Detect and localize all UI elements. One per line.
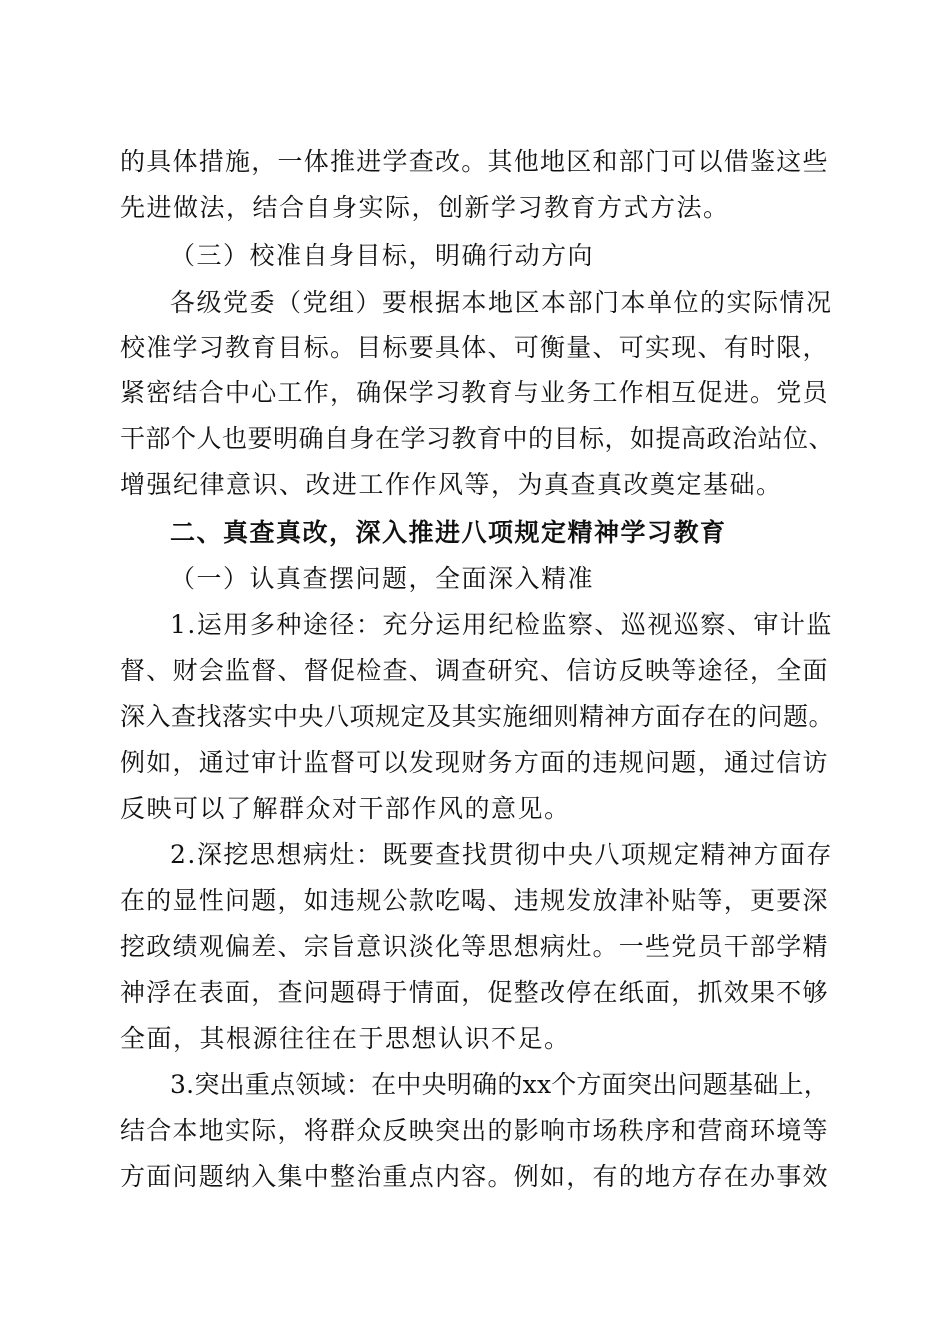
body-text-line: 校准学习教育目标。目标要具体、可衡量、可实现、有时限， bbox=[120, 333, 829, 362]
body-text-line: 深入查找落实中央八项规定及其实施细则精神方面存在的问题。 bbox=[120, 702, 835, 731]
body-text-line: 各级党委（党组）要根据本地区本部门本单位的实际情况 bbox=[170, 288, 833, 317]
body-text-line: 反映可以了解群众对干部作风的意见。 bbox=[120, 794, 571, 823]
body-text-line: 方面问题纳入集中整治重点内容。例如，有的地方存在办事效 bbox=[120, 1162, 829, 1191]
subsection-heading: （三）校准自身目标，明确行动方向 bbox=[170, 241, 595, 270]
body-text-line: 督、财会监督、督促检查、调查研究、信访反映等途径，全面 bbox=[120, 656, 829, 685]
body-text-line: 干部个人也要明确自身在学习教育中的目标，如提高政治站位、 bbox=[120, 424, 835, 453]
body-text-line: 全面，其根源往往在于思想认识不足。 bbox=[120, 1024, 571, 1053]
body-text-line: 例如，通过审计监督可以发现财务方面的违规问题，通过信访 bbox=[120, 748, 829, 777]
body-text-line: 先进做法，结合自身实际，创新学习教育方式方法。 bbox=[120, 193, 730, 222]
body-text-line: 2.深挖思想病灶：既要查找贯彻中央八项规定精神方面存 bbox=[170, 840, 833, 869]
body-text-line: 挖政绩观偏差、宗旨意识淡化等思想病灶。一些党员干部学精 bbox=[120, 932, 829, 961]
body-text-line: 增强纪律意识、改进工作作风等，为真查真改奠定基础。 bbox=[120, 470, 783, 499]
body-text-line: 神浮在表面，查问题碍于情面，促整改停在纸面，抓效果不够 bbox=[120, 978, 829, 1007]
subsection-heading: （一）认真查摆问题，全面深入精准 bbox=[170, 564, 595, 593]
body-text-line: 1.运用多种途径：充分运用纪检监察、巡视巡察、审计监 bbox=[170, 610, 833, 639]
body-text-line: 3.突出重点领域：在中央明确的xx个方面突出问题基础上， bbox=[170, 1070, 830, 1099]
body-text-line: 在的显性问题，如违规公款吃喝、违规发放津补贴等，更要深 bbox=[120, 886, 829, 915]
body-text-line: 紧密结合中心工作，确保学习教育与业务工作相互促进。党员 bbox=[120, 378, 829, 407]
section-heading: 二、真查真改，深入推进八项规定精神学习教育 bbox=[170, 518, 727, 547]
body-text-line: 结合本地实际，将群众反映突出的影响市场秩序和营商环境等 bbox=[120, 1116, 829, 1145]
body-text-line: 的具体措施，一体推进学查改。其他地区和部门可以借鉴这些 bbox=[120, 147, 829, 176]
